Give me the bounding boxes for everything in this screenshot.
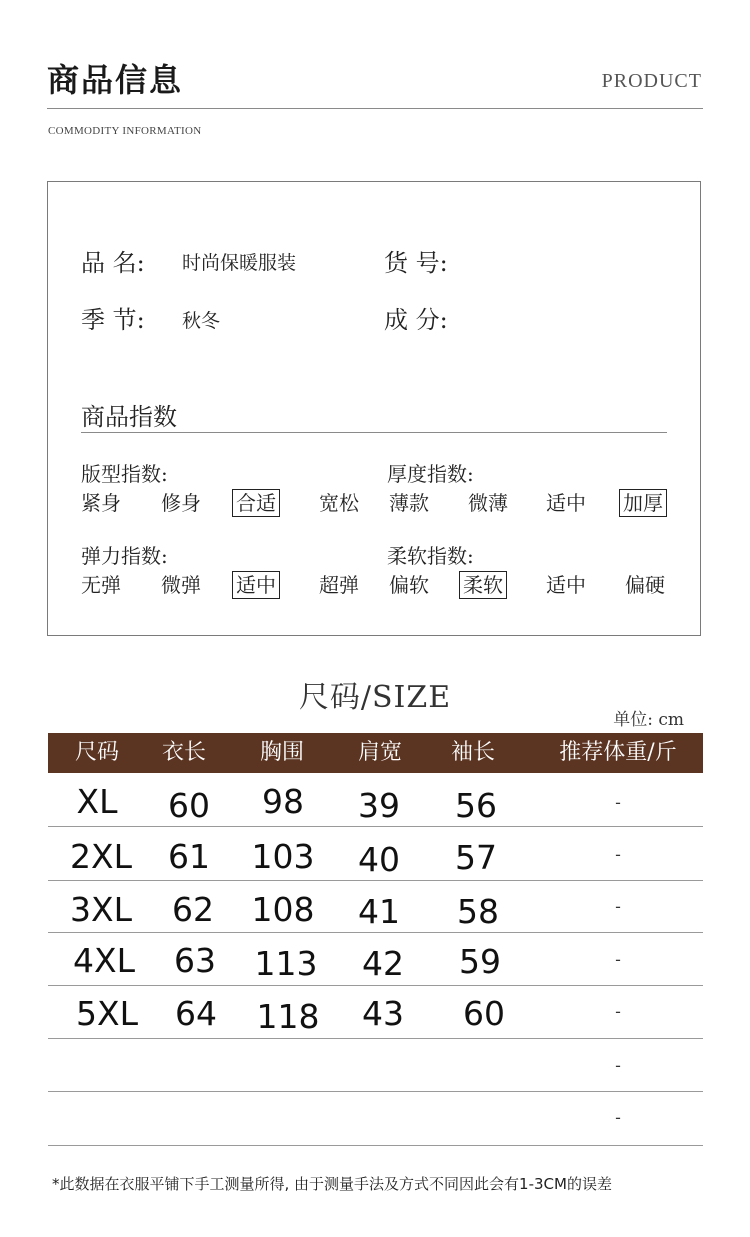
table-cell: 64 — [175, 994, 217, 1033]
table-cell: 41 — [358, 892, 400, 931]
name-value: 时尚保暖服装 — [182, 252, 297, 274]
row-divider — [48, 985, 703, 986]
table-cell: 108 — [251, 890, 315, 929]
table-cell: - — [615, 897, 621, 916]
elasticity-option: 超弹 — [319, 573, 359, 597]
table-cell: 113 — [254, 944, 318, 983]
page-title: 商品信息 — [47, 61, 184, 99]
table-cell: 60 — [168, 786, 210, 825]
header-size: 尺码 — [74, 740, 120, 765]
page-subtitle: COMMODITY INFORMATION — [48, 125, 202, 137]
row-divider — [48, 880, 703, 881]
thickness-option: 适中 — [546, 491, 586, 515]
header-sleeve: 袖长 — [450, 740, 496, 765]
item-no-label: 货 号: — [384, 249, 448, 277]
table-cell: 58 — [457, 892, 499, 931]
thickness-index-label: 厚度指数: — [387, 462, 474, 486]
table-cell: - — [615, 845, 621, 864]
name-label: 品 名: — [81, 249, 145, 277]
fit-option: 宽松 — [319, 491, 359, 515]
elasticity-option: 微弹 — [161, 573, 201, 597]
header-shoulder: 肩宽 — [357, 740, 403, 765]
softness-option-selected: 柔软 — [459, 571, 507, 599]
table-cell: 60 — [463, 994, 505, 1033]
table-cell: XL — [76, 782, 118, 821]
composition-label: 成 分: — [384, 306, 448, 334]
measurement-note: *此数据在衣服平铺下手工测量所得, 由于测量手法及方式不同因此会有1-3CM的误差 — [52, 1175, 612, 1193]
table-cell: 40 — [358, 840, 400, 879]
table-cell: 42 — [362, 944, 404, 983]
product-info-box — [47, 181, 701, 636]
table-cell: 118 — [256, 997, 320, 1036]
unit-label: 单位: cm — [613, 710, 684, 730]
table-cell: 59 — [459, 942, 501, 981]
page-title-en: PRODUCT — [601, 70, 702, 92]
season-value: 秋冬 — [182, 310, 221, 332]
table-cell: 63 — [174, 941, 216, 980]
table-cell: 4XL — [73, 941, 135, 980]
table-cell: - — [615, 1056, 621, 1075]
table-cell: - — [615, 793, 621, 812]
thickness-option: 薄款 — [389, 491, 429, 515]
header-weight: 推荐体重/斤 — [559, 740, 677, 765]
table-cell: 61 — [168, 837, 210, 876]
table-cell: 103 — [251, 837, 315, 876]
row-divider — [48, 932, 703, 933]
fit-option-selected: 合适 — [232, 489, 280, 517]
table-cell: - — [615, 950, 621, 969]
softness-option: 适中 — [546, 573, 586, 597]
table-cell: - — [615, 1108, 621, 1127]
table-cell: 2XL — [70, 837, 132, 876]
softness-index-label: 柔软指数: — [387, 544, 474, 568]
table-cell: 57 — [455, 838, 497, 877]
fit-index-label: 版型指数: — [81, 462, 168, 486]
thickness-option-selected: 加厚 — [619, 489, 667, 517]
table-cell: 43 — [362, 994, 404, 1033]
table-cell: 98 — [262, 782, 304, 821]
table-cell: - — [615, 1002, 621, 1021]
table-cell: 56 — [455, 786, 497, 825]
table-cell: 62 — [172, 890, 214, 929]
index-title: 商品指数 — [81, 403, 177, 431]
elasticity-option: 无弹 — [81, 573, 121, 597]
row-divider — [48, 1038, 703, 1039]
table-cell: 39 — [358, 786, 400, 825]
softness-option: 偏硬 — [625, 573, 665, 597]
row-divider — [48, 1145, 703, 1146]
header-divider — [47, 108, 703, 109]
fit-option: 紧身 — [81, 491, 121, 515]
fit-option: 修身 — [161, 491, 201, 515]
header-length: 衣长 — [161, 740, 207, 765]
row-divider — [48, 1091, 703, 1092]
row-divider — [48, 826, 703, 827]
season-label: 季 节: — [81, 306, 145, 334]
thickness-option: 微薄 — [468, 491, 508, 515]
size-title: 尺码/SIZE — [298, 680, 452, 715]
table-cell: 3XL — [70, 890, 132, 929]
size-table-header — [48, 733, 703, 773]
table-cell: 5XL — [76, 994, 138, 1033]
elasticity-index-label: 弹力指数: — [81, 544, 168, 568]
softness-option: 偏软 — [389, 573, 429, 597]
index-divider — [81, 432, 667, 433]
header-chest: 胸围 — [259, 740, 305, 765]
elasticity-option-selected: 适中 — [232, 571, 280, 599]
